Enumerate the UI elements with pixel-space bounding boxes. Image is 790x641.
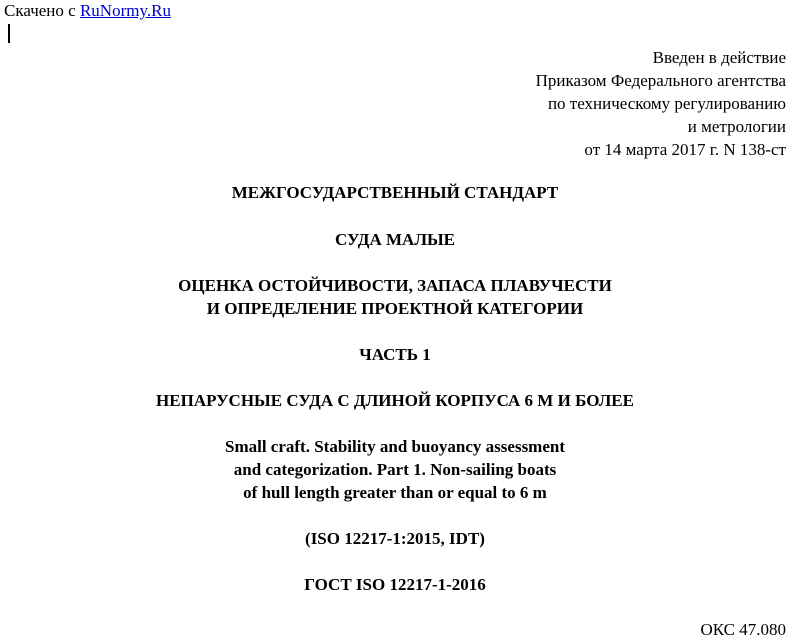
source-line [4,1,171,21]
standard-title-line: ОЦЕНКА ОСТОЙЧИВОСТИ, ЗАПАСА ПЛАВУЧЕСТИ [178,276,612,295]
standard-type: МЕЖГОСУДАРСТВЕННЫЙ СТАНДАРТ [231,183,559,202]
adoption-line: и метрологии [687,117,786,136]
adoption-line: Приказом Федерального агентства [535,71,786,90]
standard-subject: СУДА МАЛЫЕ [334,230,456,249]
source-link[interactable]: RuNormy.Ru [79,1,171,20]
source-prefix: Скачено с [4,1,80,20]
standard-title [0,274,790,320]
standard-designation: ГОСТ ISO 12217-1-2016 [304,575,486,594]
oks-code: ОКС 47.080 [700,620,786,639]
adoption-line: от 14 марта 2017 г. N 138-ст [584,140,786,159]
english-title-line: of hull length greater than or equal to 6 m [243,483,547,502]
english-title-line: and categorization. Part 1. Non-sailing boats [233,460,557,479]
adoption-note [536,46,786,161]
standard-part: ЧАСТЬ 1 [359,345,431,364]
standard-title-line: И ОПРЕДЕЛЕНИЕ ПРОЕКТНОЙ КАТЕГОРИИ [206,299,584,318]
text-cursor [8,24,10,43]
english-title-line: Small craft. Stability and buoyancy assessment [224,437,566,456]
english-title [0,435,790,504]
adoption-line: Введен в действие [652,48,786,67]
adoption-line: по техническому регулированию [547,94,786,113]
iso-reference: (ISO 12217-1:2015, IDT) [305,529,485,548]
standard-part-title: НЕПАРУСНЫЕ СУДА С ДЛИНОЙ КОРПУСА 6 М И БОЛЕЕ [156,391,634,410]
